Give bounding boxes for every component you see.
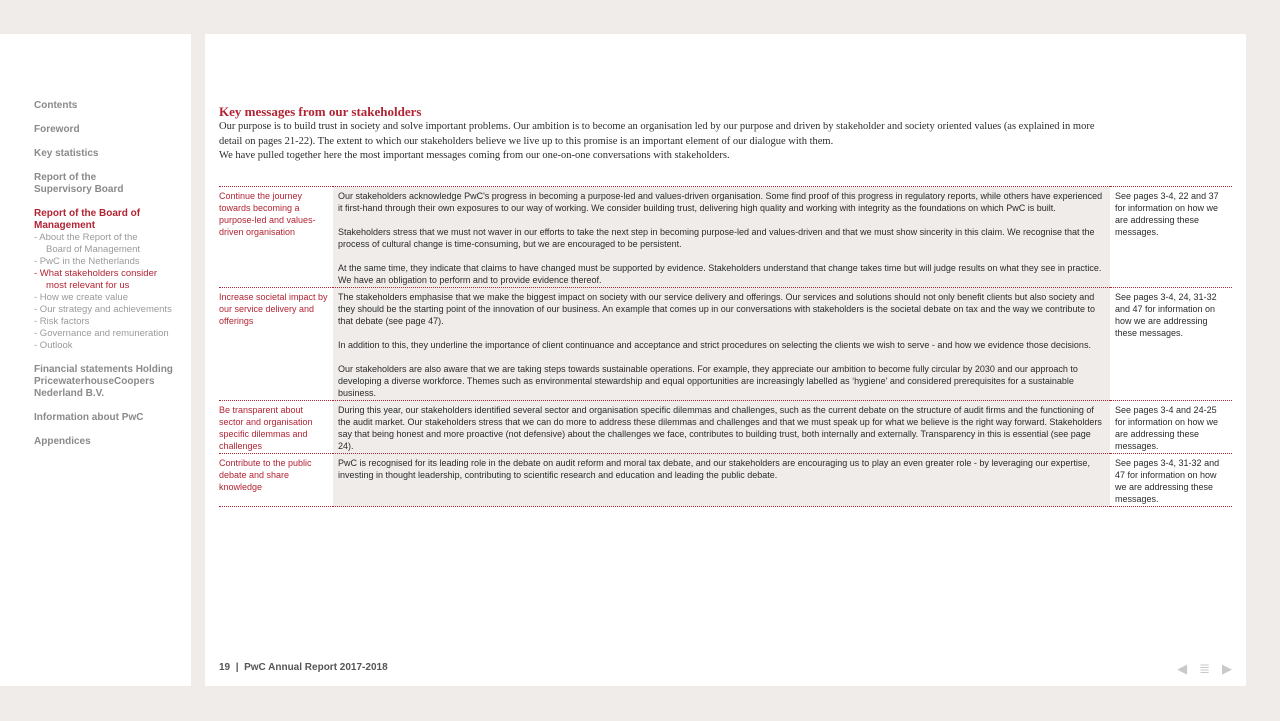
intro-paragraph: Our purpose is to build trust in society and solve important problems. Our ambition is to become an organisation led by our purpose and driven by stakeholder and society oriented values (as explained in more detail on pages 21-22). The extent to which our stakeholders believe we live up to this promise is an important element of our dialogue with them. — [219, 121, 1095, 147]
nav-list — [34, 100, 184, 460]
intro-paragraph: We have pulled together here the most important messages coming from our one-on-one conversations with stakeholders. — [219, 150, 730, 161]
message-paragraph: At the same time, they indicate that claims to have changed must be supported by evidence. Stakeholders understand that change takes time but will judge results on what they see in practice. We have an obligation to perform and to provide evidence thereof. — [338, 263, 1102, 285]
subnav-label: - What stakeholders consider — [34, 268, 158, 279]
nav-item-key-statistics[interactable]: Key statistics — [34, 148, 99, 159]
nav-item-contents[interactable]: Contents — [34, 100, 78, 111]
table-row — [219, 454, 1232, 507]
message-paragraph: During this year, our stakeholders identified several sector and organisation specific dilemmas and challenges, such as the current debate on the structure of audit firms and the functioning of the audit market. Our stakeholders stress that we can do more to address these dilemmas and challenges and that we must speak up for what we believe is the right way forward. Stakeholders say that being honest and more proactive (not defensive) about the challenges we face, contributes to building trust, both internally and externally. Transparency in this is essential (see page 24). — [338, 405, 1102, 451]
page-footer — [219, 662, 388, 673]
page-number: 19 — [219, 662, 231, 673]
message-paragraph: Stakeholders stress that we must not waver in our efforts to take the next step in becoming purpose-led and values-driven and that we must show sincerity in this claim. We recognise that the process of cultural change is time-consuming, but we are encouraged to be persistent. — [338, 227, 1095, 249]
message-body — [333, 288, 1110, 401]
subnav-label: - Risk factors — [34, 316, 90, 327]
nav-item-foreword[interactable]: Foreword — [34, 124, 80, 135]
message-reference: See pages 3-4 and 24-25 for information on how we are addressing these messages. — [1110, 401, 1232, 454]
message-topic: Continue the journey towards becoming a purpose-led and values-driven organisation — [219, 187, 333, 288]
nav-item-supervisory-board[interactable]: Report of the Supervisory Board — [34, 172, 124, 195]
page-title: Key messages from our stakeholders — [219, 104, 422, 119]
next-page-icon[interactable]: ▶ — [1222, 661, 1232, 676]
intro-text — [219, 120, 1099, 164]
subnav-label: - Our strategy and achievements — [34, 304, 172, 315]
subnav-item-outlook[interactable] — [34, 340, 184, 352]
message-body — [333, 401, 1110, 454]
report-page — [205, 34, 1246, 686]
table-row — [219, 401, 1232, 454]
message-body — [333, 454, 1110, 507]
subnav-label: - PwC in the Netherlands — [34, 256, 140, 267]
message-body — [333, 187, 1110, 288]
subnav-label: - Governance and remuneration — [34, 328, 169, 339]
previous-page-icon[interactable]: ◀ — [1177, 661, 1188, 676]
message-paragraph: PwC is recognised for its leading role in the debate on audit reform and moral tax debate, and our stakeholders are encouraging us to play an even greater role - by leveraging our expertise, investing in thought leadership, contributing to scientific research and education and leading the public debate. — [338, 458, 1090, 480]
subnav-item-risk-factors[interactable] — [34, 316, 184, 328]
table-row — [219, 187, 1232, 288]
board-of-management-subnav — [34, 232, 184, 352]
subnav-item-stakeholders[interactable] — [34, 268, 184, 292]
message-topic: Contribute to the public debate and share knowledge — [219, 454, 333, 507]
subnav-item-about-report[interactable] — [34, 232, 184, 256]
message-topic: Increase societal impact by our service delivery and offerings — [219, 288, 333, 401]
message-paragraph: The stakeholders emphasise that we make the biggest impact on society with our service delivery and offerings. Our services and solutions should not only benefit clients but also society and they should be the starting point of the innovation of our business. An example that comes up in our conversations with stakeholders is the societal debate on tax and the way we contribute to that debate (see page 47). — [338, 292, 1095, 326]
subnav-label: - About the Report of the — [34, 232, 138, 243]
message-paragraph: Our stakeholders are also aware that we are taking steps towards sustainable operations. For example, they appreciate our ambition to become fully circular by 2030 and our approach to developing a diverse workforce. Themes such as environmental stewardship and equal opportunities are increasingly labelled as ‘hygiene’ and considered prerequisites for a sustainable business. — [338, 364, 1078, 398]
message-topic: Be transparent about sector and organisation specific dilemmas and challenges — [219, 401, 333, 454]
subnav-item-strategy[interactable] — [34, 304, 184, 316]
nav-item-information-about-pwc[interactable]: Information about PwC — [34, 412, 144, 423]
subnav-item-governance[interactable] — [34, 328, 184, 340]
subnav-item-create-value[interactable] — [34, 292, 184, 304]
nav-item-financial-statements[interactable]: Financial statements Holding PricewaterhouseCoopers Nederland B.V. — [34, 364, 173, 399]
subnav-label: most relevant for us — [46, 280, 130, 291]
footer-separator: | — [235, 662, 239, 673]
message-paragraph: In addition to this, they underline the importance of client continuance and acceptance and strict procedures on selecting the clients we wish to serve - and how we evidence those decisions. — [338, 340, 1091, 350]
contents-menu-icon[interactable]: ≣ — [1199, 661, 1210, 676]
message-reference: See pages 3-4, 31-32 and 47 for information on how we are addressing these messages. — [1110, 454, 1232, 507]
subnav-item-pwc-netherlands[interactable] — [34, 256, 184, 268]
subnav-label: - How we create value — [34, 292, 128, 303]
table-row — [219, 288, 1232, 401]
nav-item-board-of-management[interactable]: Report of the Board of Management — [34, 208, 141, 231]
sidebar-nav — [0, 34, 191, 686]
subnav-label: Board of Management — [46, 244, 141, 255]
message-paragraph: Our stakeholders acknowledge PwC's progress in becoming a purpose-led and values-driven organisation. Some find proof of this progress in regulatory reports, while others have experienced it first-hand through their own exposures to our way of working. We consider building trust, delivering high quality and working with integrity as the foundations on which PwC is built. — [338, 191, 1103, 213]
page-navigation — [1177, 661, 1232, 677]
key-messages-table — [219, 186, 1232, 507]
report-title: PwC Annual Report 2017-2018 — [244, 662, 388, 673]
nav-item-appendices[interactable]: Appendices — [34, 436, 91, 447]
message-reference: See pages 3-4, 24, 31-32 and 47 for information on how we are addressing these messages. — [1110, 288, 1232, 401]
subnav-label: - Outlook — [34, 340, 73, 351]
message-reference: See pages 3-4, 22 and 37 for information on how we are addressing these messages. — [1110, 187, 1232, 288]
